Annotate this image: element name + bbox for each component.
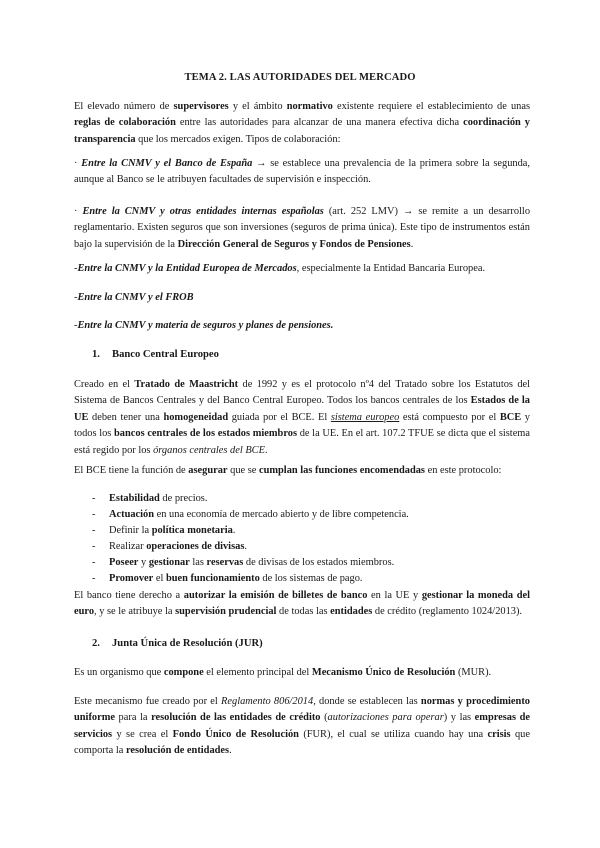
bold-italic-term: Entre la CNMV y materia de seguros y planes de pensiones. — [77, 320, 334, 331]
collaboration-item-1 — [74, 156, 530, 189]
jur-paragraph-2 — [74, 694, 530, 760]
text-run: ) y las — [443, 712, 475, 724]
section-heading-jur — [92, 636, 263, 652]
text-run: de 1992 y es el protocolo nº4 del Tratado sobre los Estatutos del Sistema de Bancos Centrales y del Banco Central Europeo. Todos los bancos centrales de los — [74, 379, 531, 407]
text-run: las — [189, 557, 207, 568]
text-run: deben tener una — [88, 411, 164, 423]
list-dash: - — [92, 493, 96, 504]
text-run: guiada por el BCE. El — [228, 411, 331, 423]
collaboration-item-4 — [74, 290, 530, 306]
text-run: . — [244, 541, 247, 552]
page-title: TEMA 2. LAS AUTORIDADES DEL MERCADO — [184, 72, 416, 83]
text-run: , donde se establecen las — [313, 696, 421, 707]
bold-term: Mecanismo Único de Resolución — [311, 667, 456, 678]
bold-term: reservas — [206, 557, 244, 568]
text-run: ( — [320, 712, 328, 724]
text-run: de crédito (reglamento 1024/2013). — [372, 606, 523, 618]
text-run: en una economía de mercado abierto y de libre competencia. — [154, 509, 409, 520]
text-run: Definir la — [109, 525, 152, 536]
bold-term: supervisores — [173, 101, 229, 112]
bold-term: Dirección General de Seguros y Fondos de Pensiones — [177, 238, 411, 250]
list-dash: - — [92, 541, 96, 552]
bold-term: autorizar la emisión de billetes de banco — [183, 590, 368, 601]
bold-term: compone — [163, 667, 204, 678]
text-run: El banco tiene derecho a — [74, 590, 184, 601]
text-run: existente requiere el establecimiento de unas — [332, 101, 530, 112]
bold-term: Tratado de Maastricht — [134, 379, 239, 390]
text-run: que comporta la — [74, 728, 530, 757]
jur-paragraph-1 — [74, 665, 530, 681]
bold-term: operaciones de divisas — [146, 541, 245, 552]
text-run: el elemento principal del — [203, 667, 312, 678]
text-run: y el ámbito — [228, 101, 287, 112]
text-run: y — [138, 557, 149, 568]
text-run: , y se le atribuye la — [94, 606, 176, 618]
section-heading-bce — [92, 347, 219, 363]
text-run: de precios. — [159, 493, 208, 504]
bold-term: política monetaria — [151, 525, 233, 536]
text-run: en este protocolo: — [424, 465, 502, 476]
bold-term: Estados de la UE — [74, 395, 530, 423]
text-run: de todas las — [276, 606, 331, 618]
text-run: . — [410, 238, 414, 250]
bce-paragraph-3 — [74, 588, 530, 621]
bold-term: crisis — [487, 728, 511, 740]
text-run: Realizar — [109, 541, 147, 552]
bold-term: buen funcionamiento — [165, 573, 260, 584]
text-run: . — [232, 525, 236, 536]
text-run: el — [153, 573, 166, 584]
text-run: → se establece una prevalencia de la primera sobre la segunda, aunque al Banco se le atribuyen facultades de supervisión e inspección. — [74, 158, 530, 186]
section-number: 2. — [92, 638, 100, 649]
bold-term: Fondo Único de Resolución — [172, 728, 299, 740]
text-run: - — [74, 263, 78, 274]
bce-functions-list — [74, 491, 530, 587]
list-dash: - — [92, 573, 96, 584]
text-run: Creado en el — [74, 379, 135, 390]
section-number: 1. — [92, 349, 100, 360]
bold-term: asegurar — [188, 465, 228, 476]
list-item — [74, 491, 530, 507]
bold-italic-term: Entre la CNMV y el FROB — [77, 292, 194, 303]
section-title: Junta Única de Resolución (JUR) — [112, 638, 263, 649]
list-dash: - — [92, 557, 96, 568]
text-run: · — [74, 158, 82, 169]
intro-paragraph — [74, 99, 530, 148]
bold-term: normas y procedimiento uniforme — [74, 696, 530, 724]
text-run: que los mercados exigen. Tipos de colaboración: — [135, 133, 341, 145]
italic-term: autorizaciones para operar — [327, 712, 444, 724]
text-run: - — [74, 320, 78, 331]
text-run: en la UE y — [367, 590, 422, 601]
collaboration-item-2 — [74, 204, 530, 253]
text-run: de los sistemas de pago. — [259, 573, 363, 584]
bce-paragraph-2 — [74, 463, 530, 479]
text-run: de la UE. En el art. 107.2 TFUE se dicta que el sistema está regido por los — [74, 428, 530, 456]
list-item — [74, 507, 530, 523]
text-run: El elevado número de — [74, 101, 174, 112]
italic-term: órganos centrales del BCE — [153, 444, 265, 456]
italic-underlined-term: sistema europeo — [330, 411, 400, 423]
bold-term: gestionar — [148, 557, 190, 568]
bold-term: Promover — [109, 573, 154, 584]
text-run: El BCE tiene la función de — [74, 465, 189, 476]
collaboration-item-5 — [74, 318, 530, 334]
bold-term: normativo — [286, 101, 333, 112]
text-run: . — [264, 444, 268, 456]
bold-term: resolución de las entidades de crédito — [151, 712, 321, 724]
text-run: Es un organismo que — [74, 667, 164, 678]
text-run: Este mecanismo fue creado por el — [74, 696, 222, 707]
bold-term: empresas de servicios — [74, 712, 530, 740]
text-run: de divisas de los estados miembros. — [243, 557, 395, 568]
text-run: que se — [227, 465, 259, 476]
text-run: (art. 252 LMV) → se remite a un desarrollo reglamentario. Existen seguros que son inversiones (seguros de prima única). Este tipo de instrumentos están bajo la supervisión de la — [74, 206, 531, 250]
bold-term: coordinación y transparencia — [74, 117, 530, 145]
bold-term: supervisión prudencial — [175, 606, 277, 618]
bold-term: gestionar la moneda del euro — [74, 590, 530, 618]
bold-term: Actuación — [109, 509, 155, 520]
text-run: y se crea el — [112, 728, 173, 740]
text-run: (FUR), el cual se utiliza cuando hay una — [298, 728, 488, 740]
bce-paragraph-1 — [74, 377, 530, 459]
text-run: (MUR). — [455, 667, 492, 678]
list-item — [74, 571, 530, 587]
text-run: - — [74, 292, 78, 303]
list-dash: - — [92, 525, 96, 536]
list-item — [74, 539, 530, 555]
bold-term: cumplan las funciones encomendadas — [258, 465, 425, 476]
collaboration-item-3 — [74, 261, 530, 277]
bold-italic-term: Entre la CNMV y la Entidad Europea de Mercados — [77, 263, 297, 274]
section-title: Banco Central Europeo — [112, 349, 219, 360]
bold-italic-term: Entre la CNMV y el Banco de España — [81, 158, 253, 169]
bold-term: BCE — [499, 411, 522, 423]
bold-term: reglas de colaboración — [74, 117, 176, 129]
text-run: entre las autoridades para alcanzar de una manera efectiva dicha — [175, 117, 464, 129]
bold-term: Estabilidad — [109, 493, 160, 504]
list-item — [74, 555, 530, 571]
italic-term: Reglamento 806/2014 — [221, 696, 314, 707]
text-run: está compuesto por el — [399, 411, 500, 423]
bold-term: homogeneidad — [163, 411, 229, 423]
bold-term: entidades — [330, 606, 373, 618]
text-run: para la — [114, 712, 152, 724]
list-dash: - — [92, 509, 96, 520]
bold-term: bancos centrales de los estados miembros — [114, 428, 297, 440]
list-item — [74, 523, 530, 539]
bold-term: Poseer — [109, 557, 139, 568]
bold-italic-term: Entre la CNMV y otras entidades internas españolas — [82, 206, 324, 217]
text-run: · — [74, 206, 83, 217]
bold-term: resolución de entidades — [125, 745, 230, 757]
text-run: , especialmente la Entidad Bancaria Europea. — [296, 263, 486, 274]
text-run: y todos los — [74, 411, 531, 440]
text-run: . — [229, 745, 232, 757]
